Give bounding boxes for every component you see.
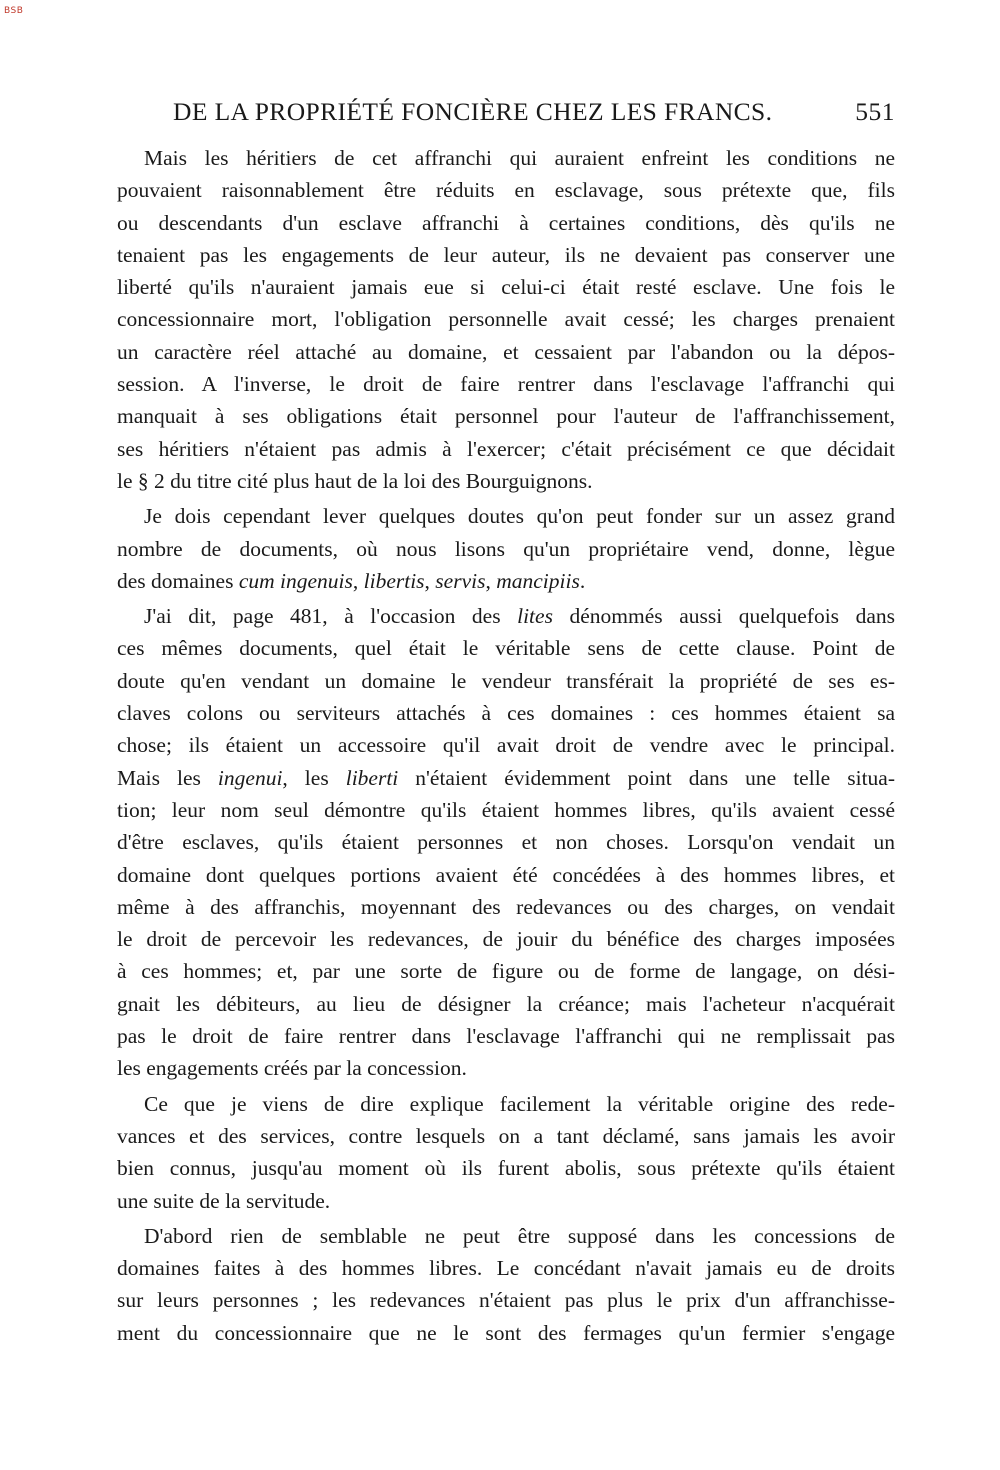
- text-line: concessionnaire mort, l'obligation personnelle avait cessé; les charges prenaient: [117, 307, 895, 332]
- text-line: des domaines cum ingenuis, libertis, servis, mancipiis.: [117, 568, 586, 593]
- text-line: Ce que je viens de dire explique facilement la véritable origine des rede-: [144, 1091, 895, 1116]
- body-text: [117, 142, 895, 1352]
- text-line: les engagements créés par la concession.: [117, 1056, 467, 1081]
- paragraph: [117, 1088, 895, 1217]
- text-line: nombre de documents, où nous lisons qu'un propriétaire vend, donne, lègue: [117, 536, 895, 561]
- text-line: gnait les débiteurs, au lieu de désigner la créance; mais l'acheteur n'acquérait: [117, 991, 895, 1016]
- text-line: pouvaient raisonnablement être réduits en esclavage, sous prétexte que, fils: [117, 178, 895, 203]
- text-line: manquait à ses obligations était personnel pour l'auteur de l'affranchissement,: [117, 404, 895, 429]
- text-line: domaines faites à des hommes libres. Le concédant n'avait jamais eu de droits: [117, 1256, 895, 1281]
- text-line: sur leurs personnes ; les redevances n'étaient pas plus le prix d'un affranchisse-: [117, 1288, 895, 1313]
- page-number: 551: [855, 97, 895, 126]
- text-line: tenaient pas les engagements de leur auteur, ils ne devaient pas conserver une: [117, 242, 895, 267]
- paragraph: [117, 500, 895, 597]
- text-line: chose; ils étaient un accessoire qu'il avait droit de vendre avec le principal.: [117, 733, 895, 758]
- text-line: liberté qu'ils n'auraient jamais eue si celui-ci était resté esclave. Une fois le: [117, 275, 895, 300]
- text-line: un caractère réel attaché au domaine, et cessaient par l'abandon ou la dépos-: [117, 339, 895, 364]
- text-line: le droit de percevoir les redevances, de jouir du bénéfice des charges imposées: [117, 927, 895, 952]
- text-line: ment du concessionnaire que ne le sont des fermages qu'un fermier s'engage: [117, 1320, 895, 1345]
- text-line: claves colons ou serviteurs attachés à ces domaines : ces hommes étaient sa: [117, 701, 895, 726]
- text-line: Je dois cependant lever quelques doutes qu'on peut fonder sur un assez grand: [144, 504, 895, 529]
- running-head: [173, 97, 895, 127]
- paragraph: [117, 1220, 895, 1349]
- text-line: D'abord rien de semblable ne peut être supposé dans les concessions de: [144, 1223, 895, 1248]
- text-line: tion; leur nom seul démontre qu'ils étaient hommes libres, qu'ils avaient cessé: [117, 797, 895, 822]
- text-line: Mais les ingenui, les liberti n'étaient évidemment point dans une telle situa-: [117, 765, 895, 790]
- text-line: J'ai dit, page 481, à l'occasion des lites dénommés aussi quelquefois dans: [144, 604, 895, 629]
- text-line: d'être esclaves, qu'ils étaient personnes et non choses. Lorsqu'on vendait un: [117, 830, 895, 855]
- text-line: domaine dont quelques portions avaient été concédées à des hommes libres, et: [117, 862, 895, 887]
- text-line: vances et des services, contre lesquels on a tant déclamé, sans jamais les avoir: [117, 1123, 895, 1148]
- library-watermark: BSB: [4, 6, 24, 16]
- text-line: même à des affranchis, moyennant des redevances ou des charges, on vendait: [117, 894, 895, 919]
- text-line: bien connus, jusqu'au moment où ils furent abolis, sous prétexte qu'ils étaient: [117, 1156, 895, 1181]
- paragraph: [117, 142, 895, 497]
- text-line: à ces hommes; et, par une sorte de figure ou de forme de langage, on dési-: [117, 959, 895, 984]
- text-line: Mais les héritiers de cet affranchi qui auraient enfreint les conditions ne: [144, 146, 895, 170]
- text-line: pas le droit de faire rentrer dans l'esclavage l'affranchi qui ne remplissait pas: [117, 1024, 895, 1049]
- paragraph: [117, 600, 895, 1084]
- text-line: doute qu'en vendant un domaine le vendeur transférait la propriété de ses es-: [117, 668, 895, 693]
- text-line: ou descendants d'un esclave affranchi à certaines conditions, dès qu'ils ne: [117, 210, 895, 235]
- text-line: ses héritiers n'étaient pas admis à l'exercer; c'était précisément ce que décidait: [117, 436, 895, 461]
- text-line: une suite de la servitude.: [117, 1188, 331, 1213]
- text-line: session. A l'inverse, le droit de faire rentrer dans l'esclavage l'affranchi qui: [117, 372, 895, 397]
- text-line: le § 2 du titre cité plus haut de la loi des Bourguignons.: [117, 468, 593, 493]
- chapter-title: DE LA PROPRIÉTÉ FONCIÈRE CHEZ LES FRANCS.: [173, 97, 773, 126]
- text-line: ces mêmes documents, quel était le véritable sens de cette clause. Point de: [117, 636, 895, 661]
